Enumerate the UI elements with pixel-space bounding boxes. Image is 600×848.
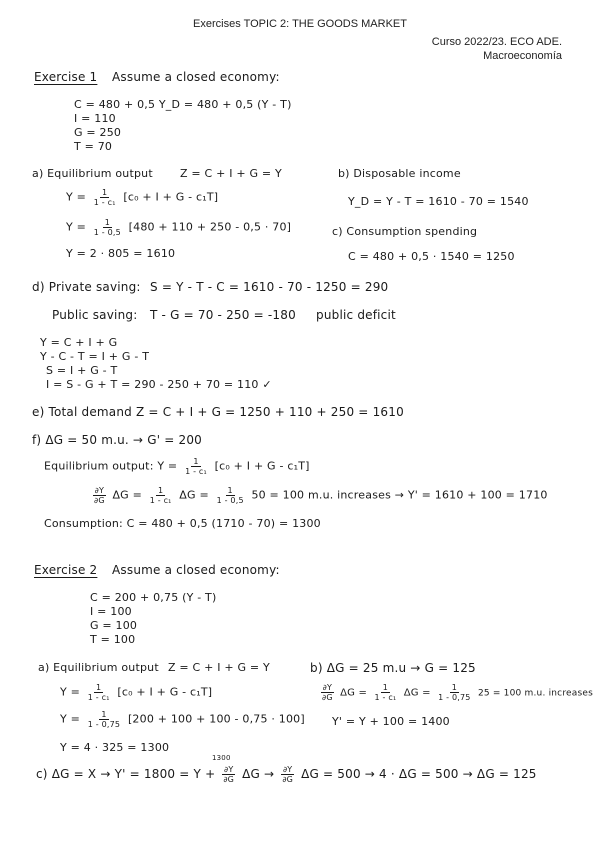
course-label: Curso 2022/23. ECO ADE.	[431, 36, 562, 48]
ex1-f-partial-den: ∂G	[94, 496, 105, 505]
ex1-f-mult-general	[148, 486, 174, 505]
ex2-a-formula	[60, 683, 212, 702]
ex2-a-label: a) Equilibrium output	[38, 661, 159, 674]
ex2-given-government: G = 100	[90, 619, 138, 632]
ex1-f-delta-g-1: ΔG =	[112, 488, 143, 502]
ex1-check-2: Y - C - T = I + G - T	[40, 350, 150, 363]
ex1-f-delta-g-2: ΔG =	[179, 488, 209, 502]
subject-label: Macroeconomía	[483, 50, 562, 62]
ex2-c-annotation: 1300	[212, 754, 231, 762]
ex1-d-public-saving: T - G = 70 - 250 = -180	[150, 308, 296, 322]
ex1-f-eq-bracket: [c₀ + I + G - c₁T]	[214, 459, 310, 473]
ex1-d-private-saving: S = Y - T - C = 1610 - 70 - 1250 = 290	[150, 280, 389, 294]
ex1-check-1: Y = C + I + G	[40, 336, 118, 349]
ex1-given-government: G = 250	[74, 126, 122, 139]
ex2-b-mult-value-num: 1	[451, 683, 457, 692]
ex2-a-multiplier-den: 1 - c₁	[87, 693, 110, 702]
ex1-f-mult-value-den: 1 - 0,5	[216, 496, 244, 505]
ex2-a-substituted	[60, 710, 305, 729]
ex2-b-partial-den: ∂G	[322, 693, 333, 702]
ex1-f-multiplier-line	[90, 486, 548, 505]
ex1-a-label: a) Equilibrium output	[32, 167, 153, 180]
ex2-b-mult-general-den: 1 - c₁	[374, 693, 397, 702]
ex1-d-public-label: Public saving:	[52, 308, 138, 322]
ex2-a-multiplier-num: 1	[96, 683, 102, 692]
ex2-b-partial	[320, 683, 335, 702]
ex2-given-consumption: C = 200 + 0,75 (Y - T)	[90, 591, 217, 604]
exercise-1-intro: Assume a closed economy:	[112, 70, 280, 84]
ex1-f-consumption: Consumption: C = 480 + 0,5 (1710 - 70) = 1300	[44, 517, 321, 530]
ex2-b-mult-general-num: 1	[382, 683, 389, 692]
ex2-c-start: c) ΔG = X → Y' = 1800 = Y +	[36, 767, 216, 781]
ex2-b-increase-result: 25 = 100 m.u. increases	[477, 688, 593, 699]
ex1-given-investment: I = 110	[74, 112, 116, 125]
ex2-given-taxes: T = 100	[90, 633, 136, 646]
ex1-f-increase-result: 50 = 100 m.u. increases → Y' = 1610 + 100 = 1710	[251, 488, 548, 502]
ex1-f-eq-num: 1	[193, 457, 199, 466]
ex2-a-subst-y: Y =	[60, 712, 81, 726]
ex1-f-eq-den: 1 - c₁	[185, 467, 207, 476]
ex1-check-4: I = S - G + T = 290 - 250 + 70 = 110 ✓	[46, 378, 272, 391]
ex1-a-multiplier-den: 1 - c₁	[93, 198, 116, 207]
ex2-b-mult-general	[372, 683, 398, 702]
ex1-a-formula-y: Y =	[66, 190, 87, 204]
ex1-a-subst-y: Y =	[66, 220, 87, 234]
ex1-b-label: b) Disposable income	[338, 167, 461, 180]
ex1-a-subst-multiplier	[92, 218, 123, 237]
ex2-c-partial-2-num: ∂Y	[282, 765, 293, 774]
ex2-c-delta-g: ΔG →	[242, 767, 275, 781]
ex2-a-subst-num: 1	[101, 710, 107, 719]
ex1-a-formula-bracket: [c₀ + I + G - c₁T]	[123, 190, 219, 204]
ex1-given-consumption: C = 480 + 0,5 Y_D = 480 + 0,5 (Y - T)	[74, 98, 292, 111]
ex1-a-result: Y = 2 · 805 = 1610	[66, 247, 176, 260]
ex1-f-mult-value-num: 1	[227, 486, 233, 495]
ex1-c-result: C = 480 + 0,5 · 1540 = 1250	[348, 250, 515, 263]
ex2-c-partial-2-den: ∂G	[282, 775, 294, 784]
document-title: Exercises TOPIC 2: THE GOODS MARKET	[193, 18, 407, 30]
ex1-f-eq-multiplier	[183, 457, 209, 476]
ex2-c-partial-1-num: ∂Y	[224, 765, 234, 774]
ex1-f-mult-general-num: 1	[158, 486, 164, 495]
ex1-f-partial-num: ∂Y	[94, 486, 105, 495]
ex1-f-eq-y: Y =	[157, 459, 178, 473]
ex2-b-partial-num: ∂Y	[322, 683, 333, 692]
ex1-f-equilibrium	[44, 457, 310, 476]
ex1-b-result: Y_D = Y - T = 1610 - 70 = 1540	[348, 195, 529, 208]
ex1-a-subst-den: 1 - 0,5	[93, 228, 121, 237]
ex1-c-label: c) Consumption spending	[332, 225, 478, 238]
ex2-a-subst-multiplier	[86, 710, 122, 729]
ex2-b-mult-value	[436, 683, 472, 702]
ex1-check-3: S = I + G - T	[46, 364, 118, 377]
exercise-1-heading: Exercise 1	[34, 70, 98, 84]
ex2-a-subst-bracket: [200 + 100 + 100 - 0,75 · 100]	[127, 712, 305, 726]
ex2-a-formula-bracket: [c₀ + I + G - c₁T]	[117, 685, 213, 699]
ex2-c-line	[36, 765, 537, 784]
ex1-f-partial	[92, 486, 107, 505]
ex2-b-delta-g-1: ΔG =	[340, 687, 368, 699]
ex2-c-partial-1-den: ∂G	[223, 775, 235, 784]
ex2-b-delta-g-2: ΔG =	[403, 687, 431, 699]
ex1-f-mult-value	[215, 486, 246, 505]
ex1-a-multiplier-num: 1	[102, 188, 108, 197]
ex2-a-equation: Z = C + I + G = Y	[168, 661, 270, 674]
ex2-c-partial-1	[221, 765, 236, 784]
ex2-b-multiplier-line	[318, 683, 593, 702]
ex1-a-substituted	[66, 218, 291, 237]
ex2-b-change: b) ΔG = 25 m.u → G = 125	[310, 661, 476, 675]
ex1-a-multiplier	[92, 188, 118, 207]
ex2-c-result: ΔG = 500 → 4 · ΔG = 500 → ΔG = 125	[301, 767, 537, 781]
ex2-given-investment: I = 100	[90, 605, 132, 618]
ex2-a-multiplier	[86, 683, 112, 702]
ex1-f-mult-general-den: 1 - c₁	[149, 496, 172, 505]
ex2-b-mult-value-den: 1 - 0,75	[438, 693, 471, 702]
exercise-2-intro: Assume a closed economy:	[112, 563, 280, 577]
ex2-a-subst-den: 1 - 0,75	[87, 720, 121, 729]
ex1-f-change: f) ΔG = 50 m.u. → G' = 200	[32, 433, 202, 447]
ex2-a-result: Y = 4 · 325 = 1300	[60, 741, 170, 754]
ex1-a-subst-num: 1	[104, 218, 110, 227]
exercise-2-heading: Exercise 2	[34, 563, 98, 577]
ex1-e-total-demand: e) Total demand Z = C + I + G = 1250 + 110 + 250 = 1610	[32, 405, 404, 419]
ex1-a-subst-bracket: [480 + 110 + 250 - 0,5 · 70]	[128, 220, 292, 234]
ex1-a-equation: Z = C + I + G = Y	[180, 167, 282, 180]
ex1-a-formula	[66, 188, 218, 207]
ex2-b-new-output: Y' = Y + 100 = 1400	[332, 715, 450, 728]
ex1-given-taxes: T = 70	[74, 140, 113, 153]
ex1-d-deficit-note: public deficit	[316, 308, 396, 322]
ex2-c-partial-2	[280, 765, 295, 784]
ex1-d-label: d) Private saving:	[32, 280, 141, 294]
ex2-a-formula-y: Y =	[60, 685, 81, 699]
ex1-f-eq-label: Equilibrium output:	[44, 459, 154, 473]
